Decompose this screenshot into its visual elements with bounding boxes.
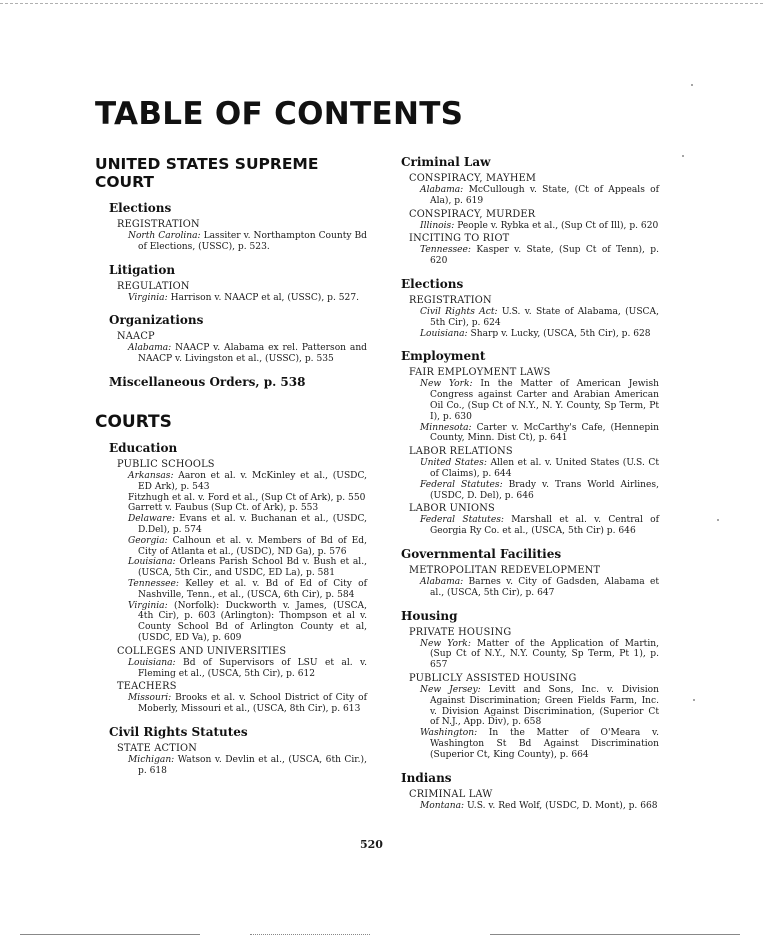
case-entry xyxy=(420,245,659,267)
subtopic-heading: REGULATION xyxy=(117,280,190,292)
case-citation: NAACP v. Alabama ex rel. Patterson and NAACP v. Livingston et al., (USSC), p. 535 xyxy=(138,343,367,365)
scan-speck xyxy=(693,699,695,701)
case-entry xyxy=(420,685,659,728)
subtopic-heading: CRIMINAL LAW xyxy=(409,788,493,800)
case-entry xyxy=(128,693,367,715)
case-citation: Evans et al. v. Buchanan et al., (USDC, D.Del), p. 574 xyxy=(138,514,367,535)
subtopic-heading: TEACHERS xyxy=(117,681,177,693)
bottom-rule xyxy=(20,934,200,935)
subtopic-heading: STATE ACTION xyxy=(117,742,198,754)
jurisdiction-label: Federal Statutes: xyxy=(420,515,504,526)
scan-speck xyxy=(682,155,684,157)
jurisdiction-label: North Carolina: xyxy=(128,231,201,241)
case-entry xyxy=(420,423,659,445)
jurisdiction-label: Georgia: xyxy=(128,535,168,546)
bottom-rule xyxy=(490,934,740,935)
subtopic-heading: NAACP xyxy=(117,331,155,343)
case-entry xyxy=(128,293,367,304)
section-topic: Elections xyxy=(401,276,464,291)
case-citation: Carter v. McCarthy's Cafe, (Hennepin County, Minn. Dist Ct), p. 641 xyxy=(430,422,659,444)
case-citation: In the Matter of American Jewish Congress against Carter and Arabian American Oil Co., (Sup Ct of N.Y., N. Y. County, Sp Term, Pt I), p. 630 xyxy=(430,379,659,422)
case-citation: McCullough v. State, (Ct of Appeals of Ala), p. 619 xyxy=(430,185,659,206)
case-citation: U.S. v. State of Alabama, (USCA, 5th Cir), p. 624 xyxy=(430,306,659,328)
case-entry xyxy=(128,601,367,644)
bottom-rule xyxy=(250,934,370,935)
subtopic-heading: REGISTRATION xyxy=(117,219,200,230)
jurisdiction-label: Montana: xyxy=(420,800,465,811)
case-entry xyxy=(420,639,659,671)
case-citation: Garrett v. Faubus (Sup Ct. of Ark), p. 553 xyxy=(128,503,319,514)
subtopic-group xyxy=(401,233,659,267)
subtopic-heading: COLLEGES AND UNIVERSITIES xyxy=(117,645,287,657)
jurisdiction-label: Louisiana: xyxy=(420,328,468,339)
subtopic-group xyxy=(95,459,367,644)
case-citation: Watson v. Devlin et al., (USCA, 6th Cir.), p. 618 xyxy=(138,754,367,776)
jurisdiction-label: Arkansas: xyxy=(128,470,174,481)
section-topic: Governmental Facilities xyxy=(401,546,562,561)
subtopic-group xyxy=(95,646,367,680)
jurisdiction-label: Washington: xyxy=(420,728,478,739)
jurisdiction-label: Alabama: xyxy=(420,185,464,195)
subtopic-group xyxy=(401,673,659,761)
case-citation: Barnes v. City of Gadsden, Alabama et al., (USCA, 5th Cir), p. 647 xyxy=(430,576,659,598)
section-topic: Miscellaneous Orders, p. 538 xyxy=(109,374,306,389)
jurisdiction-label: Michigan: xyxy=(128,754,175,765)
case-citation: Brooks et al. v. School District of City of Moberly, Missouri et al., (USCA, 8th Cir), p. 613 xyxy=(138,693,367,715)
case-citation: Kelley et al. v. Bd of Ed of City of Nashville, Tenn., et al., (USCA, 6th Cir), p. 584 xyxy=(138,578,367,600)
jurisdiction-label: Alabama: xyxy=(420,576,464,587)
case-entry xyxy=(420,728,659,760)
case-citation: Sharp v. Lucky, (USCA, 5th Cir), p. 628 xyxy=(470,328,651,339)
toc-section xyxy=(95,313,367,365)
page-number: 520 xyxy=(360,838,383,851)
subtopic-group xyxy=(401,173,659,207)
toc-section xyxy=(95,441,367,715)
toc-section xyxy=(401,547,659,599)
jurisdiction-label: New York: xyxy=(420,638,471,649)
case-citation: Marshall et al. v. Central of Georgia Ry Co. et al., (USCA, 5th Cir) p. 646 xyxy=(430,515,659,537)
section-topic: Civil Rights Statutes xyxy=(109,724,248,739)
case-entry xyxy=(128,557,367,579)
left-column xyxy=(95,155,367,787)
subtopic-group xyxy=(401,209,659,232)
section-topic: Elections xyxy=(109,201,172,215)
case-entry xyxy=(128,503,367,514)
jurisdiction-label: United States: xyxy=(420,458,487,469)
case-entry xyxy=(128,514,367,536)
subtopic-heading: LABOR UNIONS xyxy=(409,503,495,515)
subtopic-group xyxy=(401,367,659,444)
jurisdiction-label: Missouri: xyxy=(128,693,172,704)
jurisdiction-label: New Jersey: xyxy=(420,684,481,695)
case-citation: Brady v. Trans World Airlines, (USDC, D. Del), p. 646 xyxy=(430,479,659,501)
case-entry xyxy=(128,231,367,253)
jurisdiction-label: Louisiana: xyxy=(128,657,176,668)
case-entry xyxy=(128,471,367,493)
toc-section xyxy=(401,277,659,339)
section-topic: Litigation xyxy=(109,262,176,277)
jurisdiction-label: Virginia: xyxy=(128,600,168,611)
subtopic-heading: METROPOLITAN REDEVELOPMENT xyxy=(409,564,601,576)
subtopic-heading: PUBLIC SCHOOLS xyxy=(117,458,215,470)
case-entry xyxy=(420,577,659,599)
page-title: TABLE OF CONTENTS xyxy=(95,96,464,132)
jurisdiction-label: Virginia: xyxy=(128,292,168,303)
section-topic: Education xyxy=(109,440,178,455)
case-citation: U.S. v. Red Wolf, (USDC, D. Mont), p. 668 xyxy=(466,800,658,811)
case-entry xyxy=(420,801,659,812)
case-citation: Kasper v. State, (Sup Ct of Tenn), p. 620 xyxy=(430,245,659,267)
subtopic-group xyxy=(95,331,367,365)
case-entry xyxy=(420,307,659,329)
case-entry xyxy=(420,379,659,422)
jurisdiction-label: Tennessee: xyxy=(128,578,179,589)
right-column xyxy=(401,155,659,821)
case-citation: Levitt and Sons, Inc. v. Division Against Discrimination; Green Fields Farm, Inc. v. Division Against Discrimination, (Superior Ct of N.J., App. Div), p. 658 xyxy=(430,684,660,728)
case-citation: Bd of Supervisors of LSU et al. v. Fleming et al., (USCA, 5th Cir), p. 612 xyxy=(138,657,367,679)
case-citation: Aaron et al. v. McKinley et al., (USDC, ED Ark), p. 543 xyxy=(138,470,367,492)
jurisdiction-label: Delaware: xyxy=(128,514,176,525)
toc-section xyxy=(95,263,367,304)
subtopic-heading: PUBLICLY ASSISTED HOUSING xyxy=(409,672,577,684)
jurisdiction-label: Federal Statutes: xyxy=(420,479,503,490)
subtopic-group xyxy=(95,743,367,777)
top-border xyxy=(0,3,763,4)
jurisdiction-label: Civil Rights Act: xyxy=(420,306,498,317)
subtopic-heading: PRIVATE HOUSING xyxy=(409,626,512,638)
part-title: COURTS xyxy=(95,411,172,432)
section-topic: Organizations xyxy=(109,313,204,328)
subtopic-group xyxy=(401,295,659,339)
jurisdiction-label: Illinois: xyxy=(420,220,455,231)
subtopic-heading: LABOR RELATIONS xyxy=(409,446,513,458)
case-citation: Harrison v. NAACP et al, (USSC), p. 527. xyxy=(170,292,359,303)
section-topic: Employment xyxy=(401,349,486,364)
toc-section xyxy=(401,609,659,761)
case-citation: (Norfolk): Duckworth v. James, (USCA, 4th Cir), p. 603 (Arlington): Thompson et al v. County School Bd of Arlington County et al, (USDC, ED Va), p. 609 xyxy=(138,600,367,643)
part-title: UNITED STATES SUPREME COURT xyxy=(95,155,319,191)
jurisdiction-label: Louisiana: xyxy=(128,557,176,568)
subtopic-group xyxy=(95,219,367,253)
case-citation: People v. Rybka et al., (Sup Ct of Ill), p. 620 xyxy=(457,220,659,231)
case-entry xyxy=(420,185,659,207)
subtopic-heading: CONSPIRACY, MAYHEM xyxy=(409,173,537,184)
section-topic: Criminal Law xyxy=(401,155,491,169)
section-topic: Indians xyxy=(401,770,452,785)
subtopic-group xyxy=(401,627,659,671)
case-citation: Matter of the Application of Martin, (Sup Ct of N.Y., N.Y. County, Sp Term, Pt 1), p. 657 xyxy=(430,638,659,671)
case-citation: In the Matter of O'Meara v. Washington St Bd Against Discrimination (Superior Ct, King County), p. 664 xyxy=(430,728,659,760)
case-entry xyxy=(128,493,367,504)
case-citation: Allen et al. v. United States (U.S. Ct of Claims), p. 644 xyxy=(430,458,659,479)
section-topic: Housing xyxy=(401,608,458,623)
toc-section xyxy=(95,375,367,389)
subtopic-group xyxy=(95,681,367,715)
case-citation: Fitzhugh et al. v. Ford et al., (Sup Ct of Ark), p. 550 xyxy=(128,492,366,503)
subtopic-heading: INCITING TO RIOT xyxy=(409,233,510,245)
case-entry xyxy=(128,579,367,601)
scan-speck xyxy=(717,519,719,521)
case-entry xyxy=(128,658,367,680)
subtopic-group xyxy=(95,281,367,304)
jurisdiction-label: Alabama: xyxy=(128,343,172,354)
scan-speck xyxy=(691,84,693,86)
case-citation: Orleans Parish School Bd v. Bush et al., (USCA, 5th Cir., and USDC, ED La), p. 581 xyxy=(138,557,367,579)
toc-section xyxy=(401,771,659,812)
case-entry xyxy=(420,458,659,480)
case-citation: Calhoun et al. v. Members of Bd of Ed, City of Atlanta et al., (USDC), ND Ga), p. 576 xyxy=(138,535,367,557)
toc-section xyxy=(401,155,659,267)
jurisdiction-label: Minnesota: xyxy=(420,422,472,433)
case-entry xyxy=(420,515,659,537)
case-citation: Lassiter v. Northampton County Bd of Elections, (USSC), p. 523. xyxy=(138,231,367,252)
subtopic-group xyxy=(401,565,659,599)
case-entry xyxy=(128,343,367,365)
toc-section xyxy=(95,725,367,777)
subtopic-group xyxy=(401,503,659,537)
subtopic-heading: CONSPIRACY, MURDER xyxy=(409,208,536,220)
case-entry xyxy=(128,755,367,777)
case-entry xyxy=(420,329,659,340)
toc-section xyxy=(401,349,659,537)
jurisdiction-label: Tennessee: xyxy=(420,245,471,256)
case-entry xyxy=(420,221,659,232)
case-entry xyxy=(128,536,367,558)
subtopic-group xyxy=(401,789,659,812)
jurisdiction-label: New York: xyxy=(420,379,473,390)
subtopic-heading: REGISTRATION xyxy=(409,294,492,306)
subtopic-group xyxy=(401,446,659,501)
subtopic-heading: FAIR EMPLOYMENT LAWS xyxy=(409,367,551,379)
case-entry xyxy=(420,480,659,502)
toc-section xyxy=(95,201,367,253)
